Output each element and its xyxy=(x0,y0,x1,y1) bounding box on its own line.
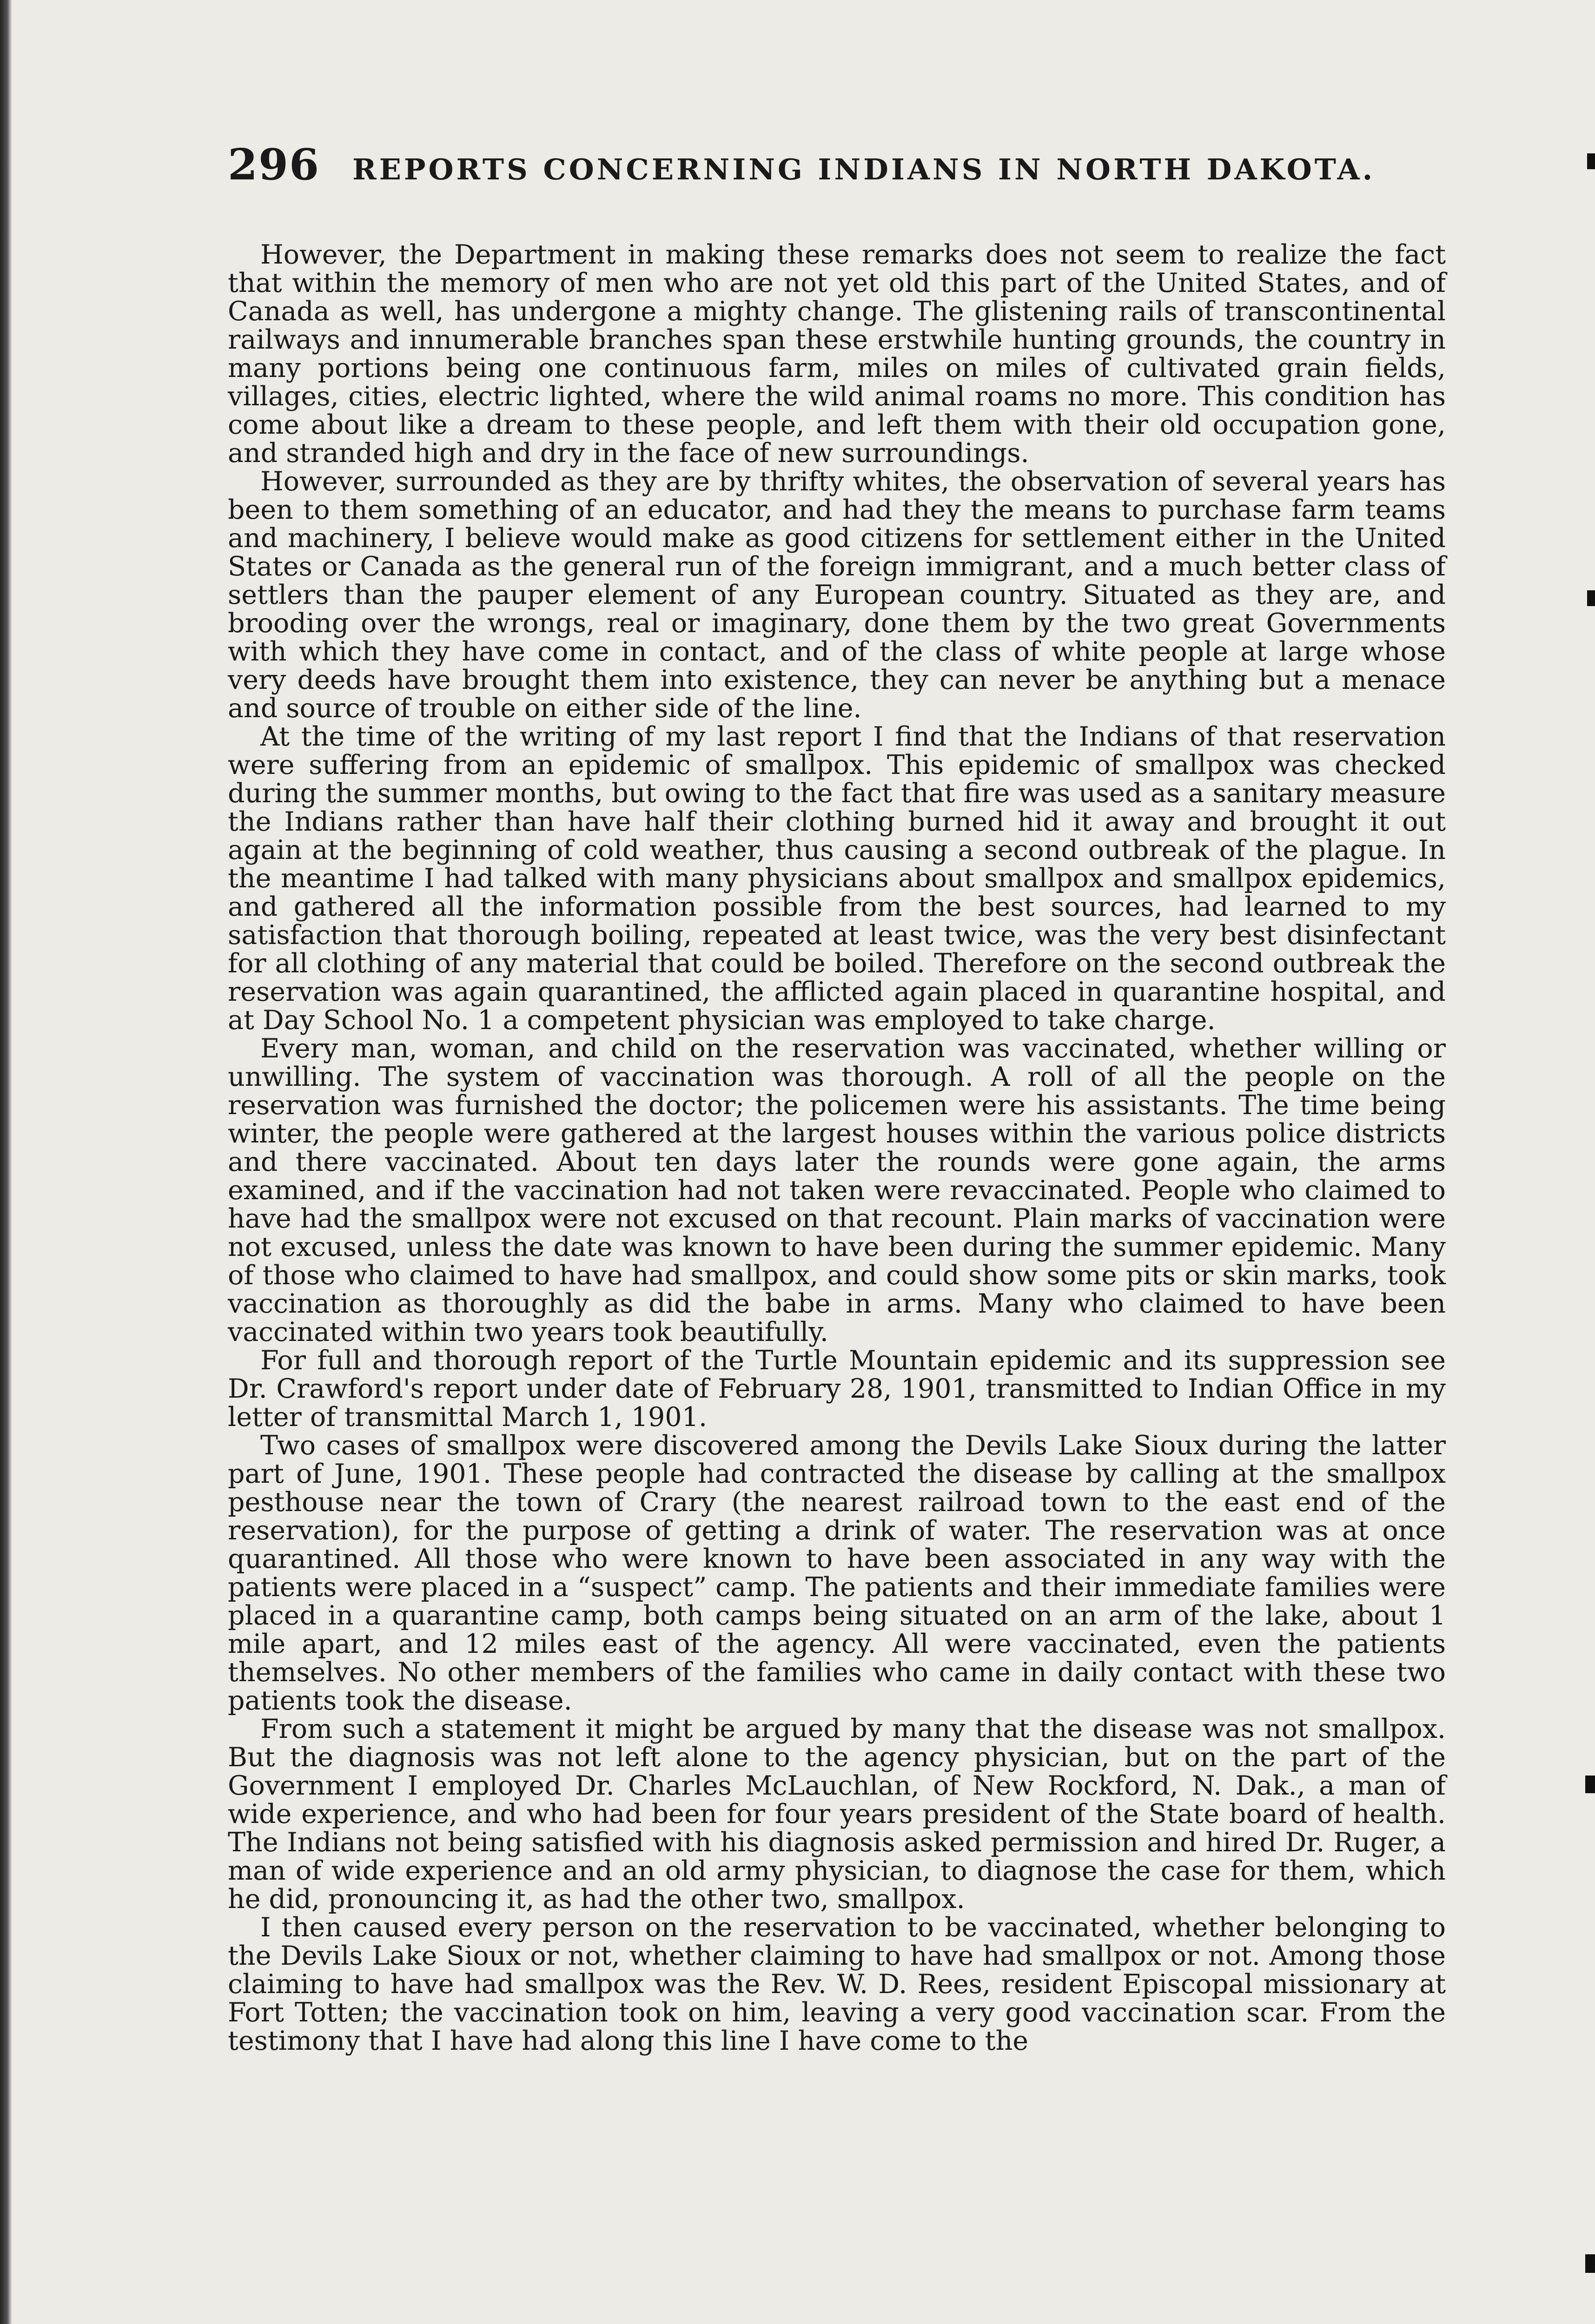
paragraph: However, surrounded as they are by thrifty whites, the observation of several years has been to them something of an educator, and had they the means to purchase farm teams and machinery, I believe would make as good citizens for settlement either in the United States or Canada as the general run of the foreign immigrant, and a much better class of settlers than the pauper element of any European country. Situated as they are, and brooding over the wrongs, real or imaginary, done them by the two great Governments with which they have come in contact, and of the class of white people at large whose very deeds have brought them into existence, they can never be anything but a menace and source of trouble on either side of the line. xyxy=(228,466,1446,724)
scan-mark-right-lower xyxy=(1585,1776,1595,1793)
paragraph: However, the Department in making these remarks does not seem to realize the fact that within the memory of men who are not yet old this part of the United States, and of Canada as well, has undergone a mighty change. The glistening rails of transcontinental railways and innumerable branches span these erstwhile hunting grounds, the country in many portions being one continuous farm, miles on miles of cultivated grain fields, villages, cities, electric lighted, where the wild animal roams no more. This condition has come about like a dream to these people, and left them with their old occupation gone, and stranded high and dry in the face of new surroundings. xyxy=(228,239,1446,469)
document-page xyxy=(228,139,1446,2055)
scan-edge-left xyxy=(0,0,12,2324)
body-text xyxy=(228,241,1446,2055)
paragraph: At the time of the writing of my last report I find that the Indians of that reservation were suffering from an epidemic of smallpox. This epidemic of smallpox was checked during the summer months, but owing to the fact that fire was used as a sanitary measure the Indians rather than have half their clothing burned hid it away and brought it out again at the beginning of cold weather, thus causing a second outbreak of the plague. In the meantime I had talked with many physicians about smallpox and smallpox epidemics, and gathered all the information possible from the best sources, had learned to my satisfaction that thorough boiling, repeated at least twice, was the very best disinfectant for all clothing of any material that could be boiled. Therefore on the second outbreak the reservation was again quarantined, the afflicted again placed in quarantine hospital, and at Day School No. 1 a competent physician was employed to take charge. xyxy=(228,721,1446,1036)
paragraph: I then caused every person on the reservation to be vaccinated, whether belonging to the Devils Lake Sioux or not, whether claiming to have had smallpox or not. Among those claiming to have had smallpox was the Rev. W. D. Rees, resident Episcopal missionary at Fort Totten; the vaccination took on him, leaving a very good vaccination scar. From the testimony that I have had along this line I have come to the xyxy=(228,1912,1446,2056)
paragraph: From such a statement it might be argued by many that the disease was not smallpox. But the diagnosis was not left alone to the agency physician, but on the part of the Government I employed Dr. Charles McLauchlan, of New Rockford, N. Dak., a man of wide experience, and who had been for four years president of the State board of health. The Indians not being satisfied with his diagnosis asked permission and hired Dr. Ruger, a man of wide experience and an old army physician, to diagnose the case for them, which he did, pronouncing it, as had the other two, smallpox. xyxy=(228,1714,1446,1915)
scan-mark-top-right xyxy=(1587,153,1595,169)
paragraph: For full and thorough report of the Turtle Mountain epidemic and its suppression see Dr. Crawford's report under date of February 28, 1901, transmitted to Indian Office in my letter of transmittal March 1, 1901. xyxy=(228,1345,1446,1433)
scan-mark-right-bottom xyxy=(1585,2254,1595,2273)
page-header xyxy=(228,139,1446,190)
scan-mark-right-middle xyxy=(1587,590,1595,606)
running-title: REPORTS CONCERNING INDIANS IN NORTH DAKOTA. xyxy=(352,152,1376,186)
paragraph: Every man, woman, and child on the reservation was vaccinated, whether willing or unwilling. The system of vaccination was thorough. A roll of all the people on the reservation was furnished the doctor; the policemen were his assistants. The time being winter, the people were gathered at the largest houses within the various police districts and there vaccinated. About ten days later the rounds were gone again, the arms examined, and if the vaccination had not taken were revaccinated. People who claimed to have had the smallpox were not excused on that recount. Plain marks of vaccination were not excused, unless the date was known to have been during the summer epidemic. Many of those who claimed to have had smallpox, and could show some pits or skin marks, took vaccination as thoroughly as did the babe in arms. Many who claimed to have been vaccinated within two years took beautifully. xyxy=(228,1033,1446,1347)
page-number: 296 xyxy=(228,139,320,190)
paragraph: Two cases of smallpox were discovered among the Devils Lake Sioux during the latter part of June, 1901. These people had contracted the disease by calling at the smallpox pesthouse near the town of Crary (the nearest railroad town to the east end of the reservation), for the purpose of getting a drink of water. The reservation was at once quarantined. All those who were known to have been associated in any way with the patients were placed in a “suspect” camp. The patients and their immediate families were placed in a quarantine camp, both camps being situated on an arm of the lake, about 1 mile apart, and 12 miles east of the agency. All were vaccinated, even the patients themselves. No other members of the families who came in daily contact with these two patients took the disease. xyxy=(228,1430,1446,1716)
